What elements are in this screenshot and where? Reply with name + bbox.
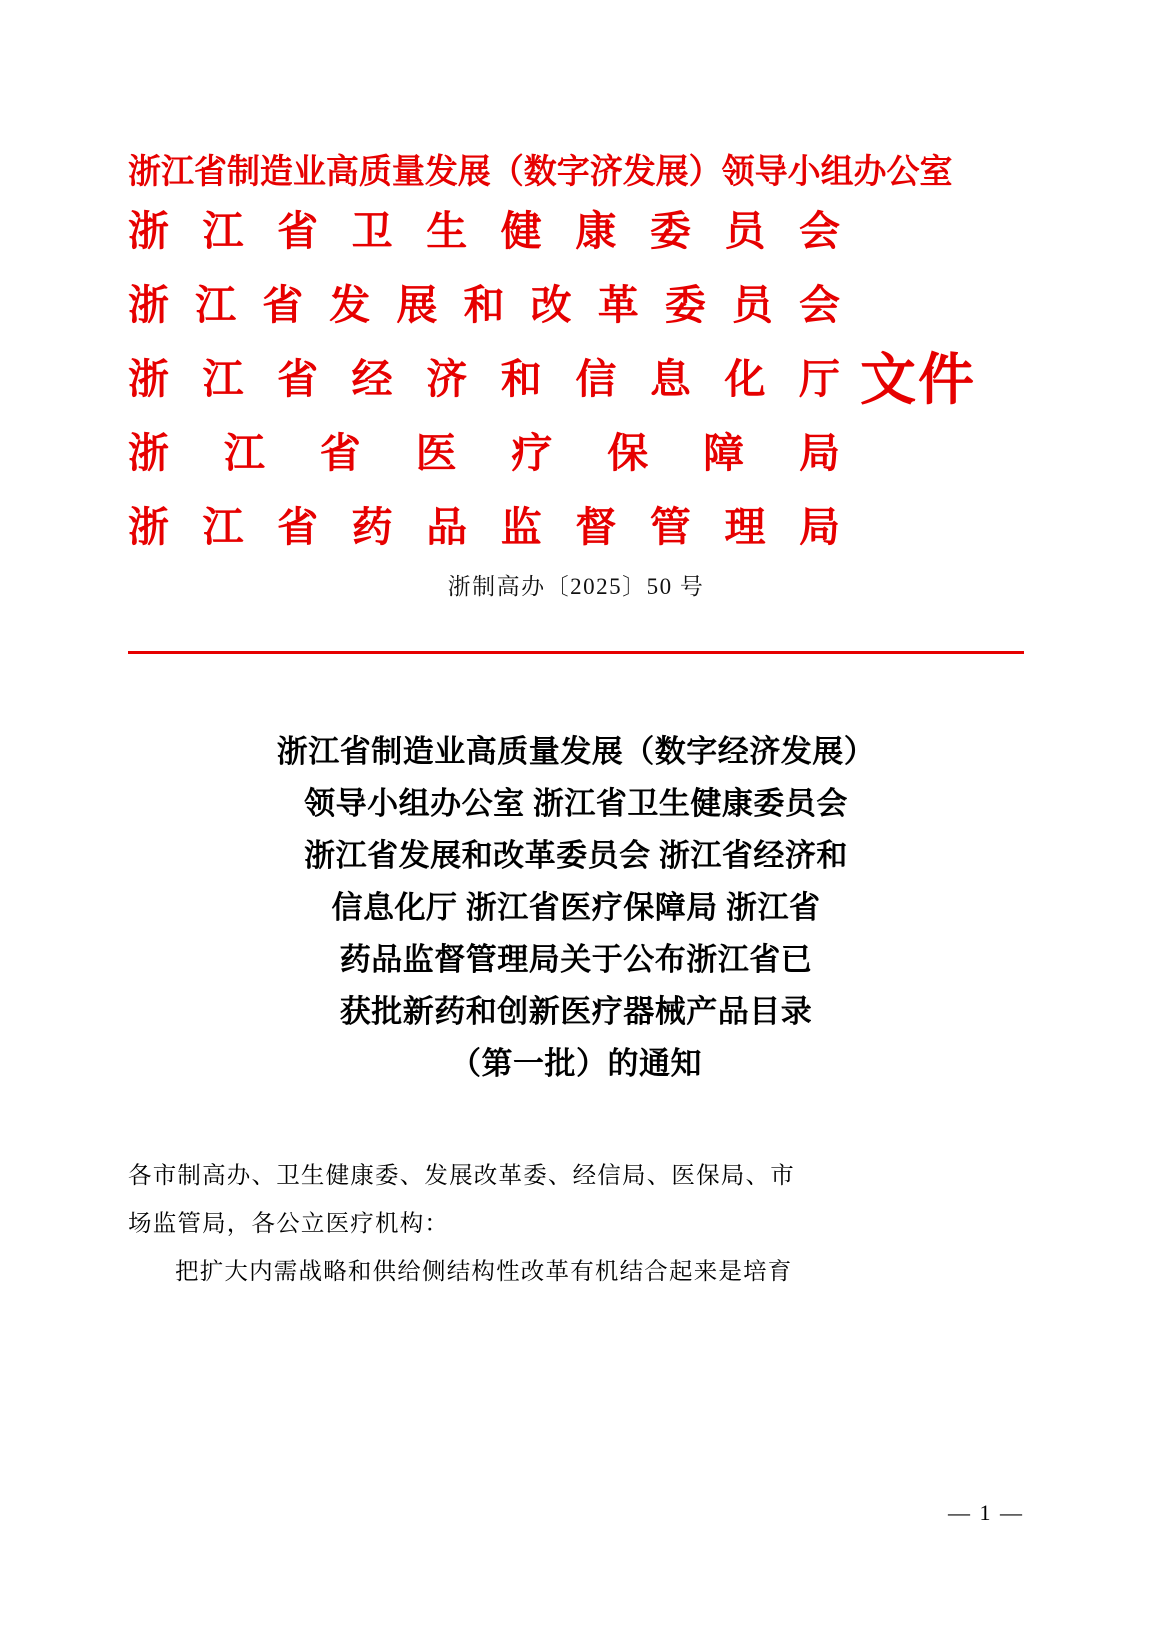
salutation-line-2: 场监管局，各公立医疗机构： (128, 1211, 450, 1237)
red-divider-rule (128, 651, 1024, 654)
salutation-line-1: 各市制高办、卫生健康委、发展改革委、经信局、医保局、市 (128, 1163, 795, 1189)
title-line-7: （第一批）的通知 (450, 1046, 702, 1081)
title-line-5: 药品监督管理局关于公布浙江省已 (339, 942, 813, 977)
page-number: — 1 — (948, 1500, 1024, 1525)
title-line-2: 领导小组办公室 浙江省卫生健康委员会 (304, 786, 848, 821)
letterhead-line-1: 浙江省卫生健康委员会 (128, 208, 840, 254)
letterhead-line-3: 浙江省经济和信息化厅 (128, 356, 840, 402)
document-number: 浙制高办〔2025〕50 号 (447, 574, 705, 599)
letterhead-line-0: 浙江省制造业高质量发展（数字济发展）领导小组办公室 (128, 153, 953, 191)
letterhead-line-2: 浙江省发展和改革委员会 (128, 282, 840, 328)
title-line-1: 浙江省制造业高质量发展（数字经济发展） (276, 734, 876, 769)
letterhead-line-4: 浙江省医疗保障局 (128, 430, 840, 476)
letterhead-document-word: 文件 (860, 348, 976, 411)
title-line-6: 获批新药和创新医疗器械产品目录 (339, 994, 813, 1029)
body-paragraph-1: 把扩大内需战略和供给侧结构性改革有机结合起来是培育 (175, 1259, 793, 1285)
document-body (128, 1152, 1024, 1296)
document-title (128, 726, 1024, 1090)
title-line-3: 浙江省发展和改革委员会 浙江省经济和 (304, 838, 848, 873)
letterhead (128, 0, 1024, 550)
letterhead-line-5: 浙江省药品监督管理局 (128, 504, 840, 550)
title-line-4: 信息化厅 浙江省医疗保障局 浙江省 (331, 890, 821, 925)
